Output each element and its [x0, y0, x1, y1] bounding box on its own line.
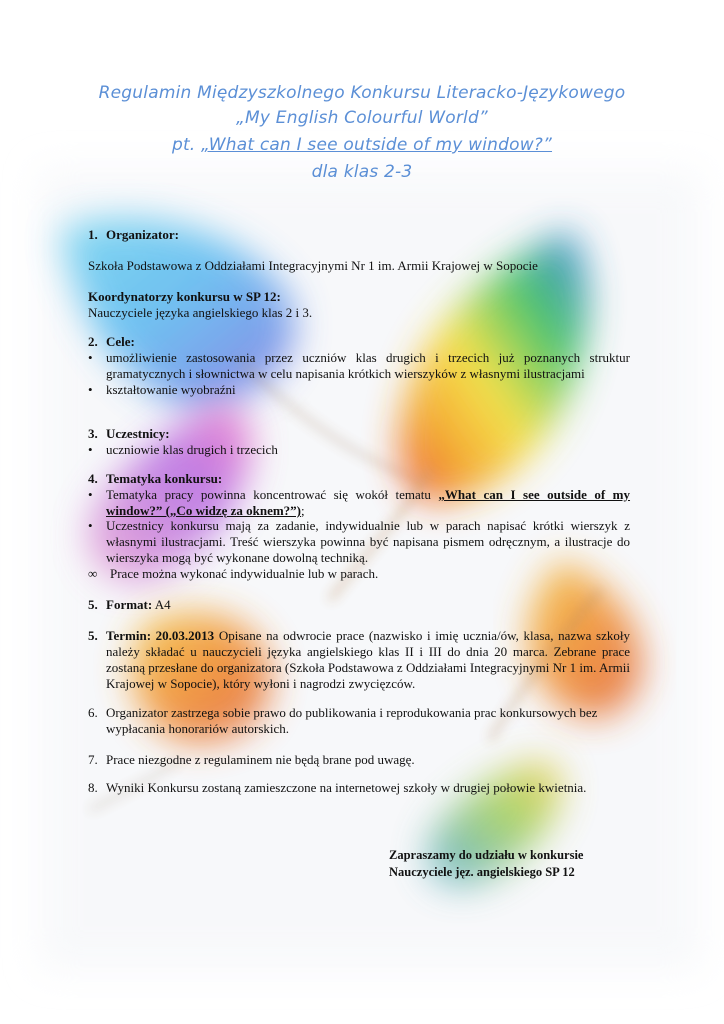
section-4-number: 4.	[88, 471, 98, 486]
infinity-bullet-icon: ∞	[88, 566, 98, 581]
goal-1: umożliwienie zastosowania przez uczniów klas drugich i trzecich już poznanych struktur gramatycznych i słownictwa w celu napisania krótkich wierszyków z własnymi ilustracjami	[106, 350, 630, 381]
bullet-marker: •	[88, 487, 93, 502]
topic-suffix: ;	[301, 503, 305, 518]
title-line-4: dla klas 2-3	[311, 162, 413, 182]
coordinators-body: Nauczyciele języka angielskiego klas 2 i 3.	[88, 305, 313, 320]
publishing-rights: Organizator zastrzega sobie prawo do publikowania i reprodukowania prac konkursowych bez wypłacania honorariów autorskich.	[106, 705, 598, 736]
invitation-line: Zapraszamy do udziału w konkursie	[389, 848, 584, 862]
section-6-number: 5.	[88, 628, 98, 643]
section-2-number: 2.	[88, 334, 98, 349]
deadline-heading: Termin: 20.03.2013	[106, 628, 215, 643]
section-1-heading: Organizator:	[106, 227, 179, 242]
section-4-heading: Tematyka konkursu:	[106, 471, 223, 486]
bullet-marker: •	[88, 382, 93, 397]
section-3-heading: Uczestnicy:	[106, 426, 170, 441]
format-value: A4	[154, 597, 171, 612]
signature-line: Nauczyciele jęz. angielskiego SP 12	[389, 865, 575, 879]
title-line-2: „My English Colourful World”	[236, 108, 488, 128]
format-line	[106, 597, 171, 613]
goal-2: kształtowanie wyobraźni	[106, 382, 236, 397]
results-announcement: Wyniki Konkursu zostaną zamieszczone na internetowej szkoły w drugiej połowie kwietnia.	[106, 780, 587, 795]
section-3-number: 3.	[88, 426, 98, 441]
section-7-number: 6.	[88, 705, 98, 720]
rules-compliance: Prace niezgodne z regulaminem nie będą brane pod uwagę.	[106, 752, 415, 767]
work-mode: Prace można wykonać indywidualnie lub w parach.	[110, 566, 379, 581]
organizer-name: Szkoła Podstawowa z Oddziałami Integracyjnymi Nr 1 im. Armii Krajowej w Sopocie	[88, 258, 538, 273]
title-line-3	[0, 135, 724, 155]
coordinators-heading: Koordynatorzy konkursu w SP 12:	[88, 289, 281, 304]
topic-title: „What can I see outside of my window?” („Co widzę za oknem?”)	[106, 487, 631, 518]
section-5-number: 5.	[88, 597, 98, 612]
title-line-1: Regulamin Międzyszkolnego Konkursu Literacko-Językowego	[98, 83, 626, 103]
deadline-body: Opisane na odwrocie prace (nazwisko i imię ucznia/ów, klasa, nazwa szkoły należy składać u nauczycieli języka angielskiego klas II i III do dnia 20 marca. Zebrane prace zostaną przesłane do organizatora (Szkoła Podstawowa z Oddziałami Integracyjnymi Nr 1 im. Armii Krajowej w Sopocie), który wyłoni i nagrodzi zwycięzców.	[106, 628, 630, 691]
section-9-number: 8.	[88, 780, 98, 795]
deadline-paragraph	[106, 628, 630, 692]
title-topic: „What can I see outside of my window?”	[201, 135, 553, 155]
title-prefix: pt.	[171, 135, 202, 155]
bullet-marker: •	[88, 350, 93, 365]
topic-description	[106, 487, 630, 519]
participants: uczniowie klas drugich i trzecich	[106, 442, 278, 457]
section-2-heading: Cele:	[106, 334, 135, 349]
format-heading: Format:	[106, 597, 153, 612]
task-description: Uczestnicy konkursu mają za zadanie, indywidualnie lub w parach napisać krótki wierszyk z własnymi ilustracjami. Treść wierszyka powinna być napisana pismem odręcznym, a ilustracje do wierszyka mogą być wykonane dowolną techniką.	[106, 518, 630, 565]
topic-prefix: Tematyka pracy powinna koncentrować się wokół tematu	[106, 487, 439, 502]
section-1-number: 1.	[88, 227, 98, 242]
bullet-marker: •	[88, 518, 93, 533]
section-8-number: 7.	[88, 752, 98, 767]
bullet-marker: •	[88, 442, 93, 457]
